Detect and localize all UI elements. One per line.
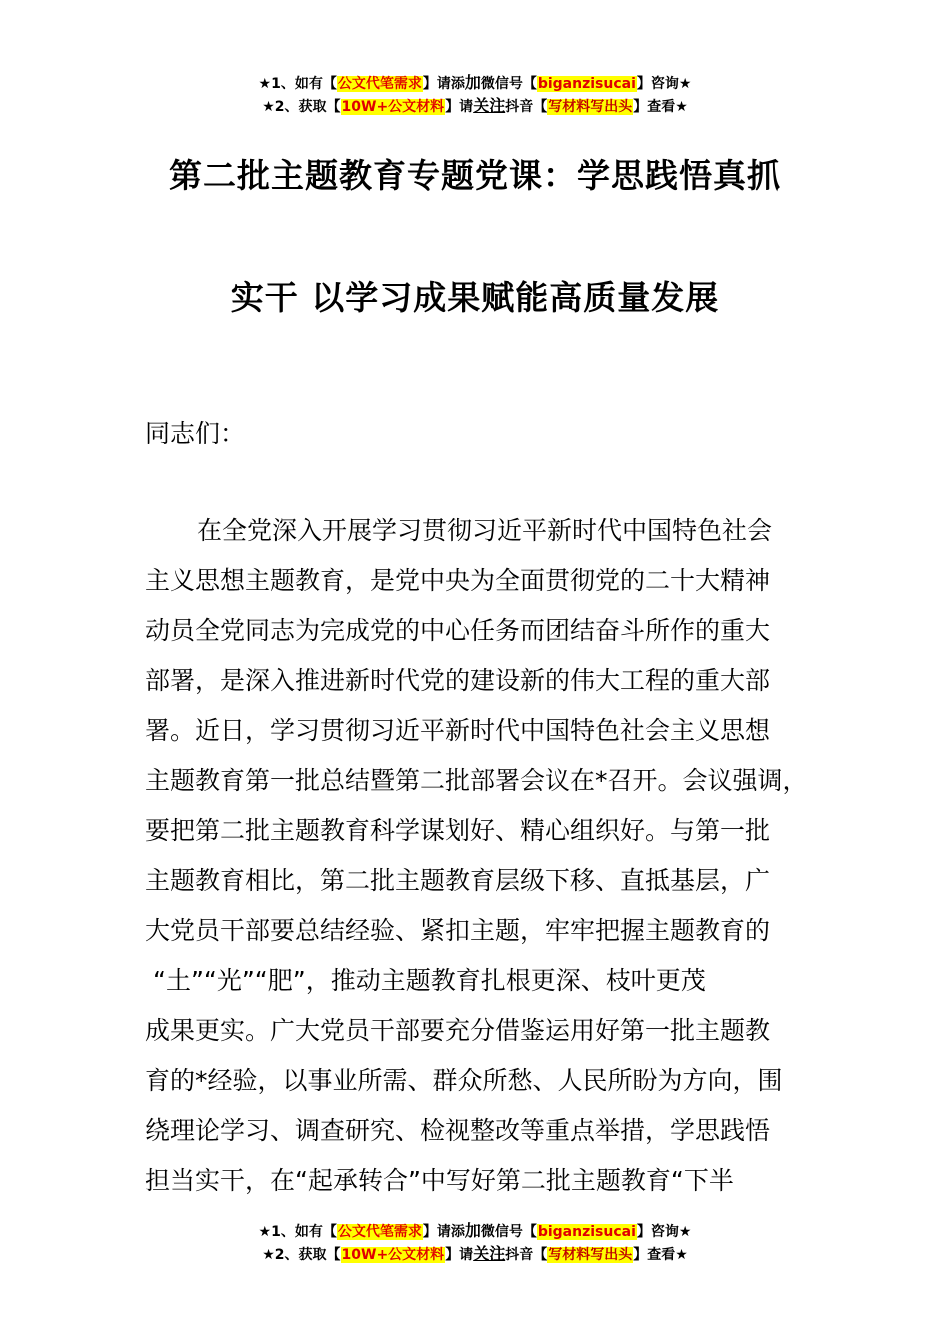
paragraph-line: 主义思想主题教育，是党中央为全面贯彻党的二十大精神 [145,566,771,595]
footer-promo-line-2 [0,1243,950,1266]
highlighted-materials: 10W+公文材料 [341,1247,445,1263]
highlighted-wechat-id: biganzisucai [537,76,636,92]
paragraph-line: 署。近日，学习贯彻习近平新时代中国特色社会主义思想 [145,716,771,745]
promo-text: ★1、如有【 [258,1224,337,1240]
promo-text: ★2、获取【 [262,99,341,115]
promo-text: 】咨询★ [636,1224,692,1240]
document-title-line-2: 实干 以学习成果赋能高质量发展 [230,278,720,317]
promo-text: 】请 [445,1247,474,1263]
paragraph-line: 绕理论学习、调查研究、检视整改等重点举措，学思践悟 [145,1116,771,1145]
paragraph-line: 成果更实。广大党员干部要充分借鉴运用好第一批主题教 [145,1016,771,1045]
header-promo-banner [0,72,950,118]
promo-text: 】请添 [422,1224,465,1240]
footer-promo-banner [0,1220,950,1266]
promo-text: 微信号【 [480,76,537,92]
promo-text: 微信号【 [480,1224,537,1240]
promo-text: 】查看★ [633,1247,688,1263]
paragraph-line: 大党员干部要总结经验、紧扣主题，牢牢把握主题教育的 [145,916,771,945]
highlighted-wechat-id: biganzisucai [537,1224,636,1240]
paragraph-line: 担当实干，在“起承转合”中写好第二批主题教育“下半 [145,1166,734,1195]
promo-text: 加 [464,73,481,92]
header-promo-line-1 [0,72,950,95]
promo-text: 】咨询★ [636,76,692,92]
paragraph-line: 育的*经验，以事业所需、群众所愁、人民所盼为方向，围 [145,1066,783,1095]
promo-text: ★2、获取【 [262,1247,341,1263]
highlighted-douyin-account: 写材料写出头 [548,99,633,115]
highlighted-douyin-account: 写材料写出头 [548,1247,633,1263]
highlighted-materials: 10W+公文材料 [341,99,445,115]
promo-text: 】请 [445,99,474,115]
highlighted-service: 公文代笔需求 [337,1224,422,1240]
promo-text: 加 [464,1221,481,1240]
promo-text: 抖音【 [505,99,548,115]
promo-text: 】查看★ [633,99,688,115]
paragraph-line: 部署，是深入推进新时代党的建设新的伟大工程的重大部 [145,666,771,695]
promo-text: ★1、如有【 [258,76,337,92]
promo-text: 抖音【 [505,1247,548,1263]
promo-text: 关注 [473,1244,506,1263]
highlighted-service: 公文代笔需求 [337,76,422,92]
promo-text: 关注 [473,96,506,115]
salutation: 同志们： [145,419,246,448]
paragraph-line: 主题教育相比，第二批主题教育层级下移、直抵基层，广 [145,866,771,895]
paragraph-line: 主题教育第一批总结暨第二批部署会议在*召开。会议强调， [145,766,808,795]
promo-text: 】请添 [422,76,465,92]
paragraph-line: 在全党深入开展学习贯彻习近平新时代中国特色社会 [197,516,773,545]
body-paragraph [145,506,815,1206]
document-title-line-1: 第二批主题教育专题党课：学思践悟真抓 [169,156,781,195]
paragraph-line: 要把第二批主题教育科学谋划好、精心组织好。与第一批 [145,816,771,845]
paragraph-line: 动员全党同志为完成党的中心任务而团结奋斗所作的重大 [145,616,771,645]
footer-promo-line-1 [0,1220,950,1243]
header-promo-line-2 [0,95,950,118]
paragraph-line: “土”“光”“肥”，推动主题教育扎根更深、枝叶更茂 [153,966,706,995]
